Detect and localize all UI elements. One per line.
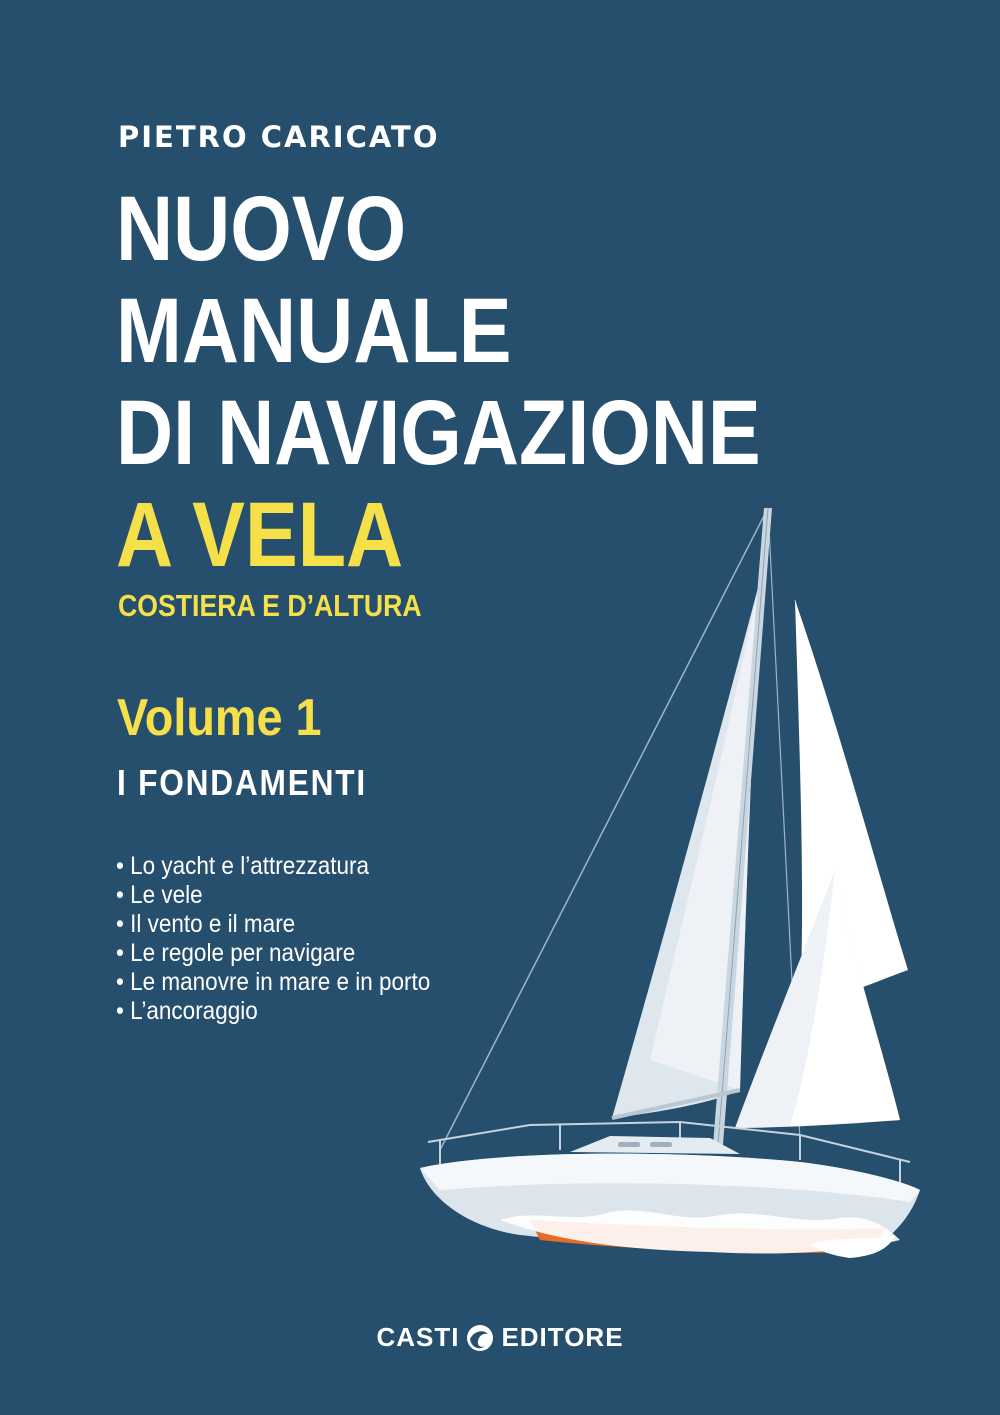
book-subtitle: COSTIERA E D’ALTURA [118,588,422,623]
sailboat-illustration [380,500,940,1260]
list-item: • Il vento e il mare [116,910,296,938]
title-line-4: A VELA [116,484,404,586]
publisher-logo [0,1322,1000,1353]
wave-icon [465,1323,495,1353]
list-item: • Lo yacht e l’attrezzatura [116,852,370,880]
title-line-2: MANUALE [116,280,512,382]
publisher-name-right: EDITORE [501,1322,624,1352]
author-name: PIETRO CARICATO [118,120,440,154]
volume-label: Volume 1 [117,689,322,747]
title-line-3: DI NAVIGAZIONE [116,382,761,484]
list-item: • L’ancoraggio [116,997,258,1025]
volume-name: I FONDAMENTI [117,762,367,803]
publisher-name-left: CASTI [376,1322,460,1352]
list-item: • Le manovre in mare e in porto [116,968,431,996]
title-line-1: NUOVO [116,178,407,280]
list-item: • Le vele [116,881,203,909]
list-item: • Le regole per navigare [116,939,356,967]
